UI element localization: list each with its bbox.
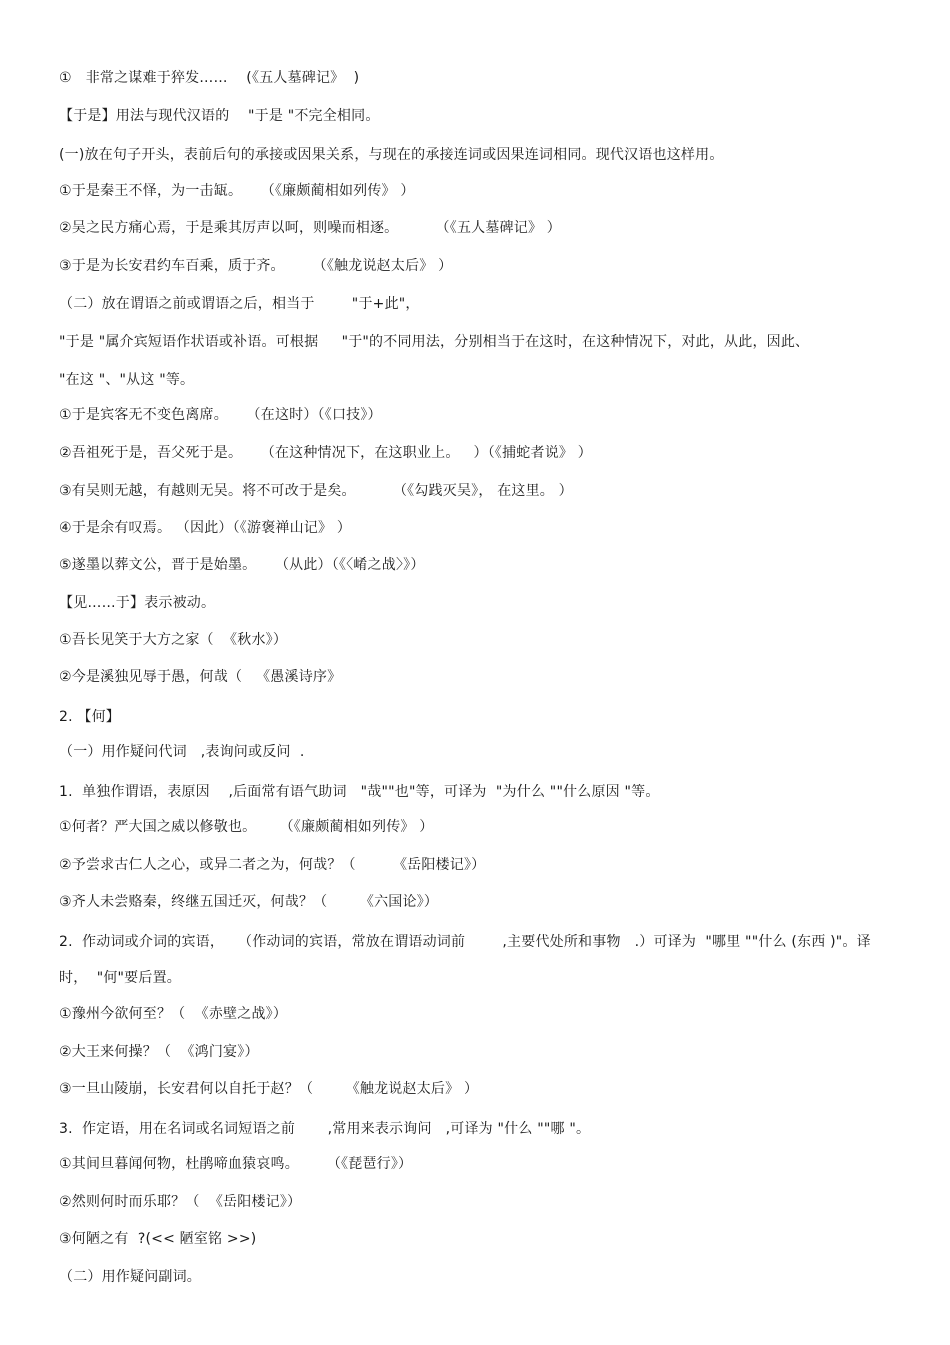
example-line: ②然则何时而乐耶？（ 《岳阳楼记》） <box>59 1194 302 1210</box>
subsection-heading: （二）用作疑问副词。 <box>59 1269 201 1285</box>
example-line: ③何陋之有 ?(<< 陋室铭 >>) <box>59 1231 257 1247</box>
section-heading-yushi: 【于是】用法与现代汉语的 "于是 "不完全相同。 <box>59 108 380 124</box>
example-line: ①于是宾客无不变色离席。 （在这时）（《口技》） <box>59 407 382 423</box>
example-line: ②吾祖死于是，吾父死于是。 （在这种情况下，在这职业上。 ）（《捕蛇者说》 ） <box>59 445 592 461</box>
example-line: ②大王来何操？（ 《鸿门宴》） <box>59 1044 259 1060</box>
text-line: 时， "何"要后置。 <box>59 970 181 986</box>
example-line: ②予尝求古仁人之心，或异二者之为，何哉？（ 《岳阳楼记》） <box>59 857 486 873</box>
text-line: 3. 作定语，用在名词或名词短语之前 ,常用来表示询问 ,可译为 "什么 ""哪 "。 <box>59 1121 591 1137</box>
section-heading-jianyu: 【见……于】表示被动。 <box>59 595 216 611</box>
example-line: ②今是溪独见辱于愚，何哉（ 《愚溪诗序》 <box>59 669 342 685</box>
example-line: ①豫州今欲何至？（ 《赤壁之战》） <box>59 1006 288 1022</box>
example-line: ⑤遂墨以葬文公，晋于是始墨。 （从此）（《〈崤之战〉》） <box>59 557 425 573</box>
example-line: ①吾长见笑于大方之家（ 《秋水》） <box>59 632 288 648</box>
example-line: ①于是秦王不怿，为一击缻。 （《廉颇蔺相如列传》 ） <box>59 183 415 199</box>
example-line: ①其间旦暮闻何物，杜鹃啼血猿哀鸣。 （《琵琶行》） <box>59 1156 413 1172</box>
text-line: "在这 "、"从这 "等。 <box>59 372 195 388</box>
example-line: ②吴之民方痛心焉，于是乘其厉声以呵，则噪而相逐。 （《五人墓碑记》 ） <box>59 220 562 236</box>
section-heading-he: 2. 【何】 <box>59 709 121 725</box>
text-line: 2. 作动词或介词的宾语， （作动词的宾语，常放在谓语动词前 ,主要代处所和事物 .）可译为 "哪里 ""什么 (东西 )"。译 <box>59 934 871 950</box>
subsection-heading: （二）放在谓语之前或谓语之后，相当于 "于+此"， <box>59 296 420 312</box>
example-line: ③有吴则无越，有越则无吴。将不可改于是矣。 （《勾践灭吴》， 在这里。 ） <box>59 483 573 499</box>
example-line: ③于是为长安君约车百乘，质于齐。 （《触龙说赵太后》 ） <box>59 258 453 274</box>
subsection-heading: （一）用作疑问代词 ,表询问或反问 . <box>59 744 305 760</box>
text-line: 1. 单独作谓语，表原因 ,后面常有语气助词 "哉""也"等，可译为 "为什么 ""什么原因 "等。 <box>59 784 660 800</box>
example-line: ①何者？严大国之威以修敬也。 （《廉颇蔺相如列传》 ） <box>59 819 434 835</box>
text-line: ① 非常之谋难于猝发…… (《五人墓碑记》 ) <box>59 70 360 86</box>
example-line: ③一旦山陵崩，长安君何以自托于赵？（ 《触龙说赵太后》 ） <box>59 1081 479 1097</box>
example-line: ④于是余有叹焉。 （因此）（《游褒禅山记》 ） <box>59 520 352 536</box>
text-line: "于是 "属介宾短语作状语或补语。可根据 "于"的不同用法，分别相当于在这时，在这种情况下，对此，从此，因此、 <box>59 334 810 350</box>
example-line: ③齐人未尝赂秦，终继五国迁灭，何哉？（ 《六国论》） <box>59 894 439 910</box>
text-line: (一)放在句子开头，表前后句的承接或因果关系，与现在的承接连词或因果连词相同。现代汉语也这样用。 <box>59 147 724 163</box>
